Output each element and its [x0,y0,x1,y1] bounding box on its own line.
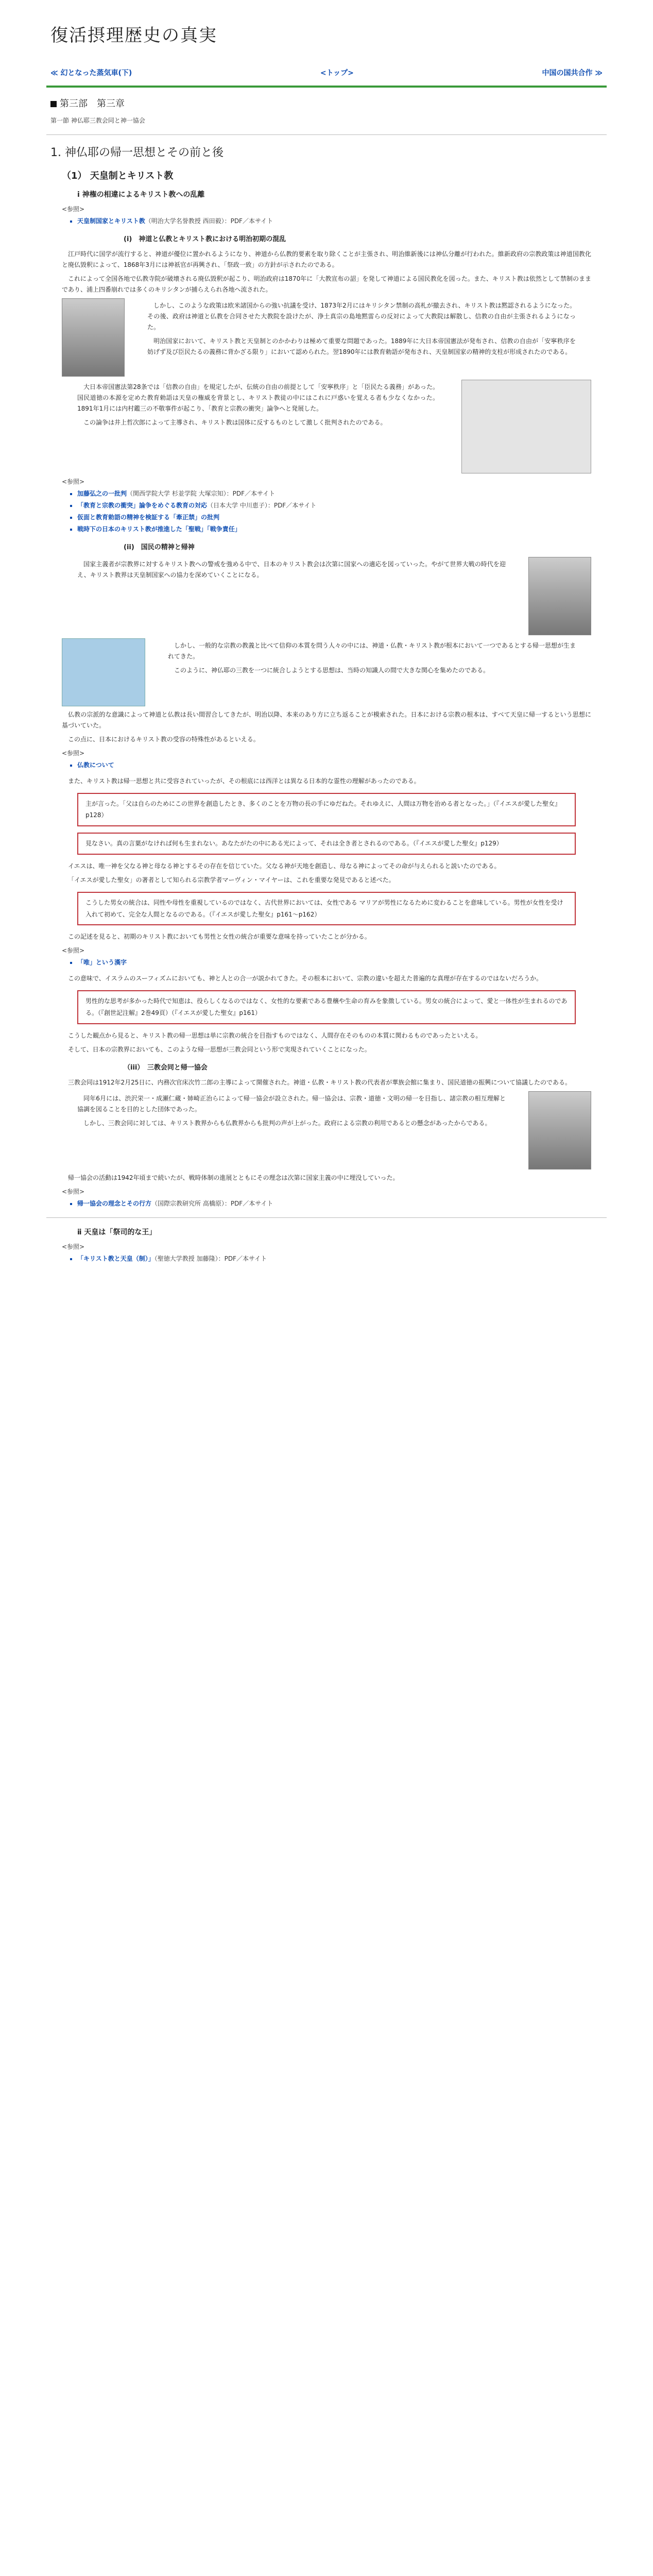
paragraph: イエスは、唯一神を父なる神と母なる神とするその存在を信じていた。父なる神が天地を創造し、母なる神によってその命が与えられると説いたのである。 [68,862,501,870]
reference-list [77,760,607,771]
figure-block [62,557,591,635]
paragraph: こうした観点から見ると、キリスト教の帰一思想は単に宗教の統合を目指すものではなく、人間存在そのものの本質に関わるものであったといえる。 [68,1032,482,1040]
topic-heading: （iii） 三教会同と帰一協会 [124,1064,208,1072]
chapter-heading: 第三部 第三章 [50,96,603,112]
reference-list [77,1198,607,1209]
reference-link[interactable]: ▪ 帰一協会の理念とその行方（国際宗教研究所 高橋原）：PDF／本サイト [77,1198,607,1209]
reference-label: <参照> [62,478,85,485]
topic-heading: (ii) 国民の精神と帰神 [124,543,195,551]
page [46,0,607,1275]
paragraph: 大日本帝国憲法第28条では「信教の自由」を規定したが、伝統の自由の前提として「安寧秩序」と「臣民たる義務」があった。国民道徳の本源を定めた教育勅語は天皇の権威を背景とし、キリスト教徒の中にはこれに戸惑いを覚える者も少なくなかった。1891年1月には内村鑑三の不敬事件が起こり、「教育と宗教の衝突」論争へと発展した。 [77,383,439,412]
subsection-heading: （1） 天皇制とキリスト教 [62,171,174,181]
reference-label: <参照> [62,947,85,955]
reference-label: <参照> [62,206,85,213]
reference-link[interactable]: ▪ 「キリスト教と天皇（制）」（聖徳大学教授 加藤隆）：PDF／本サイト [77,1253,607,1264]
quote-box: こうした男女の統合は、同性や母性を重視しているのではなく、古代世界においては、女性である マリアが男性になるために変わることを意味している。男性が女性を受け入れて初めて、完全な人間となるのである。（『イエスが愛した聖女』p161〜p162） [77,892,576,926]
top-link[interactable]: <トップ> [320,69,354,77]
paragraph: 帰一協会の活動は1942年頃まで続いたが、戦時体制の進展とともにその理念は次第に国家主義の中に埋没していった。 [68,1174,399,1181]
portrait-image [62,298,125,377]
section-heading: 1. 神仏耶の帰一思想とその前と後 [50,146,224,159]
paragraph: そして、日本の宗教界においても、このような帰一思想が三教会同という形で実現されていくことになった。 [68,1046,371,1054]
divider [46,86,607,88]
paragraph: しかし、三教会同に対しては、キリスト教界からも仏教界からも批判の声が上がった。政府による宗教の利用であるとの懸念があったからである。 [83,1119,491,1127]
subchapter-heading: 第一節 神仏耶三教会同と神一協会 [50,116,145,124]
reference-label: <参照> [62,749,85,757]
reference-link[interactable]: ▪ 加藤弘之の一批判（関西学院大学 杉並学院 大塚宗知）：PDF／本サイト [77,488,607,499]
divider [46,1217,607,1218]
paragraph: 同年6月には、渋沢栄一・成瀬仁蔵・姉崎正治らによって帰一協会が設立された。帰一協会は、宗教・道徳・文明の帰一を目指し、諸宗教の相互理解と協調を図ることを目的とした団体であった。 [77,1094,506,1113]
portrait-image [528,557,591,635]
paragraph: このように、神仏耶の三教を一つに統合しようとする思想は、当時の知識人の間で大きな関心を集めたのである。 [174,666,490,674]
paragraph: また、キリスト教は帰一思想と共に受容されていったが、その根底には西洋とは異なる日本的な霊性の理解があったのである。 [68,777,420,785]
figure-block [62,1091,591,1170]
site-title: 復活摂理歴史の真実 [50,25,217,46]
paragraph: 「イエスが愛した聖女」の著者として知られる宗教学者マーヴィン・マイヤーは、これを重要な発見であると述べた。 [68,876,395,884]
paragraph: 江戸時代に国学が流行すると、神道が優位に置かれるようになり、神道から仏教的要素を取り除くことが主張され、明治維新後には神仏分離が行われた。維新政府の宗教政策は神道国教化と廃仏毀釈によって、1868年3月には神祇官が再興され、「祭政一致」の方針が示されたのである。 [62,250,591,268]
paragraph: 国家主義者が宗教界に対するキリスト教への警戒を強める中で、日本のキリスト教会は次第に国家への適応を図っていった。やがて世界大戦の時代を迎え、キリスト教界は天皇制国家への協力を深めていくことになる。 [77,560,506,579]
paragraph: 三教会同は1912年2月25日に、内務次官床次竹二郎の主導によって開催された。神道・仏教・キリスト教の代表者が華族会館に集まり、国民道徳の振興について協議したのである。 [68,1078,571,1086]
topic-heading: (i) 神道と仏教とキリスト教における明治初期の混乱 [124,235,286,243]
paragraph: しかし、一般的な宗教の教義と比べて信仰の本質を問う人々の中には、神道・仏教・キリスト教が根本において一つであるとする帰一思想が生まれてきた。 [168,641,576,660]
reference-link[interactable]: ▪ 仮面と教育勅語の精神を検証する「牽正禁」の批判 [77,512,607,523]
reference-link[interactable]: ▪ 天皇制国家とキリスト教（明治大学名誉教授 西田毅）：PDF／本サイト [77,216,607,227]
map-image [62,638,145,706]
reference-list [77,957,607,968]
figure-block [62,638,591,706]
paragraph: この論争は井上哲次郎によって主導され、キリスト教は国体に反するものとして激しく批判されたのである。 [83,418,387,426]
paragraph: 仏教の宗派的な意識によって神道と仏教は長い間習合してきたが、明治以降、本来のあり方に立ち返ることが模索された。日本における宗教の根本は、すべて天皇に帰一するという思想に基づいていた。 [62,710,591,729]
paragraph: この点に、日本におけるキリスト教の受容の特殊性があるといえる。 [68,735,260,743]
paragraph: これによって全国各地で仏教寺院が破壊される廃仏毀釈が起こり、明治政府は1870年に「大教宣布の詔」を発して神道による国民教化を図った。また、キリスト教は依然として禁制のままであり、浦上四番崩れでは多くのキリシタンが捕らえられ各地へ流された。 [62,275,591,293]
next-link[interactable]: 中国の国共合作 ≫ [542,69,603,77]
reference-label: <参照> [62,1188,85,1195]
portrait-image [528,1091,591,1170]
reference-label: <参照> [62,1243,85,1251]
quote-box: 男性的な思考が多かった時代で知恵は、役らしくなるのではなく、女性的な要素である豊穣や生命の育みを象徴している。男女の統合によって、愛と一体性が生まれるのである。（『創世記注解』2巻49頁）（『イエスが愛した聖女』p161） [77,990,576,1024]
reference-link[interactable]: ▪ 「唯」という漢字 [77,957,607,968]
divider [46,134,607,135]
quote-box: 主が言った。「父は自らのためにこの世界を創造したとき、多くのことを万物の長の手にゆだねた。それゆえに、人間は万物を治める者となった。」（『イエスが愛した聖女』p128） [77,793,576,827]
reference-link[interactable]: ▪ 戦時下の日本のキリスト教が推進した「聖戦」「戦争責任」 [77,524,607,535]
subsubsection-heading: ⅰ 神権の相違によるキリスト教への乱離 [77,190,205,199]
reference-link[interactable]: ▪ 「教育と宗教の衝突」論争をめぐる教育の対応（日本大学 中川恵子）：PDF／本サイト [77,500,607,511]
reference-list [77,488,607,535]
reference-list [77,1253,607,1264]
document-image [461,380,591,473]
paragraph: 明治国家において、キリスト教と天皇制とのかかわりは極めて重要な問題であった。1889年に大日本帝国憲法が発布され、信教の自由が「安寧秩序を妨げず及び臣民たるの義務に背かざる限り」において認められた。翌1890年には教育勅語が発布され、天皇制国家の精神的支柱が形成されたのである。 [147,337,576,355]
quote-box: 見なさい。真の言葉がなければ何も生まれない。あなたがたの中にある光によって、それは全き者とされるのである。（『イエスが愛した聖女』p129） [77,833,576,855]
subsubsection-heading: ⅱ 天皇は「祭司的な王」 [77,1228,157,1236]
paragraph: しかし、このような政策は欧米諸国からの強い抗議を受け、1873年2月にはキリシタン禁制の高札が撤去され、キリスト教は黙認されるようになった。その後、政府は神道と仏教を合同させた大教院を設けたが、浄土真宗の島地黙雷らの反対によって大教院は解散し、信教の自由が主張されるようになった。 [147,301,576,331]
reference-list [77,216,607,227]
top-navigation [46,64,607,83]
figure-block [62,298,591,377]
figure-block [62,380,591,473]
prev-link[interactable]: ≪ 幻となった蒸気車(下) [50,69,132,77]
square-icon [50,101,57,107]
paragraph: この記述を見ると、初期のキリスト教においても男性と女性の統合が重要な意味を持っていたことが分かる。 [68,933,371,941]
paragraph: この意味で、イスラムのスーフィズムにおいても、神と人との合一が説かれてきた。その根本において、宗教の違いを超えた普遍的な真理が存在するのではないだろうか。 [68,975,543,982]
reference-link[interactable]: ▪ 仏教について [77,760,607,771]
